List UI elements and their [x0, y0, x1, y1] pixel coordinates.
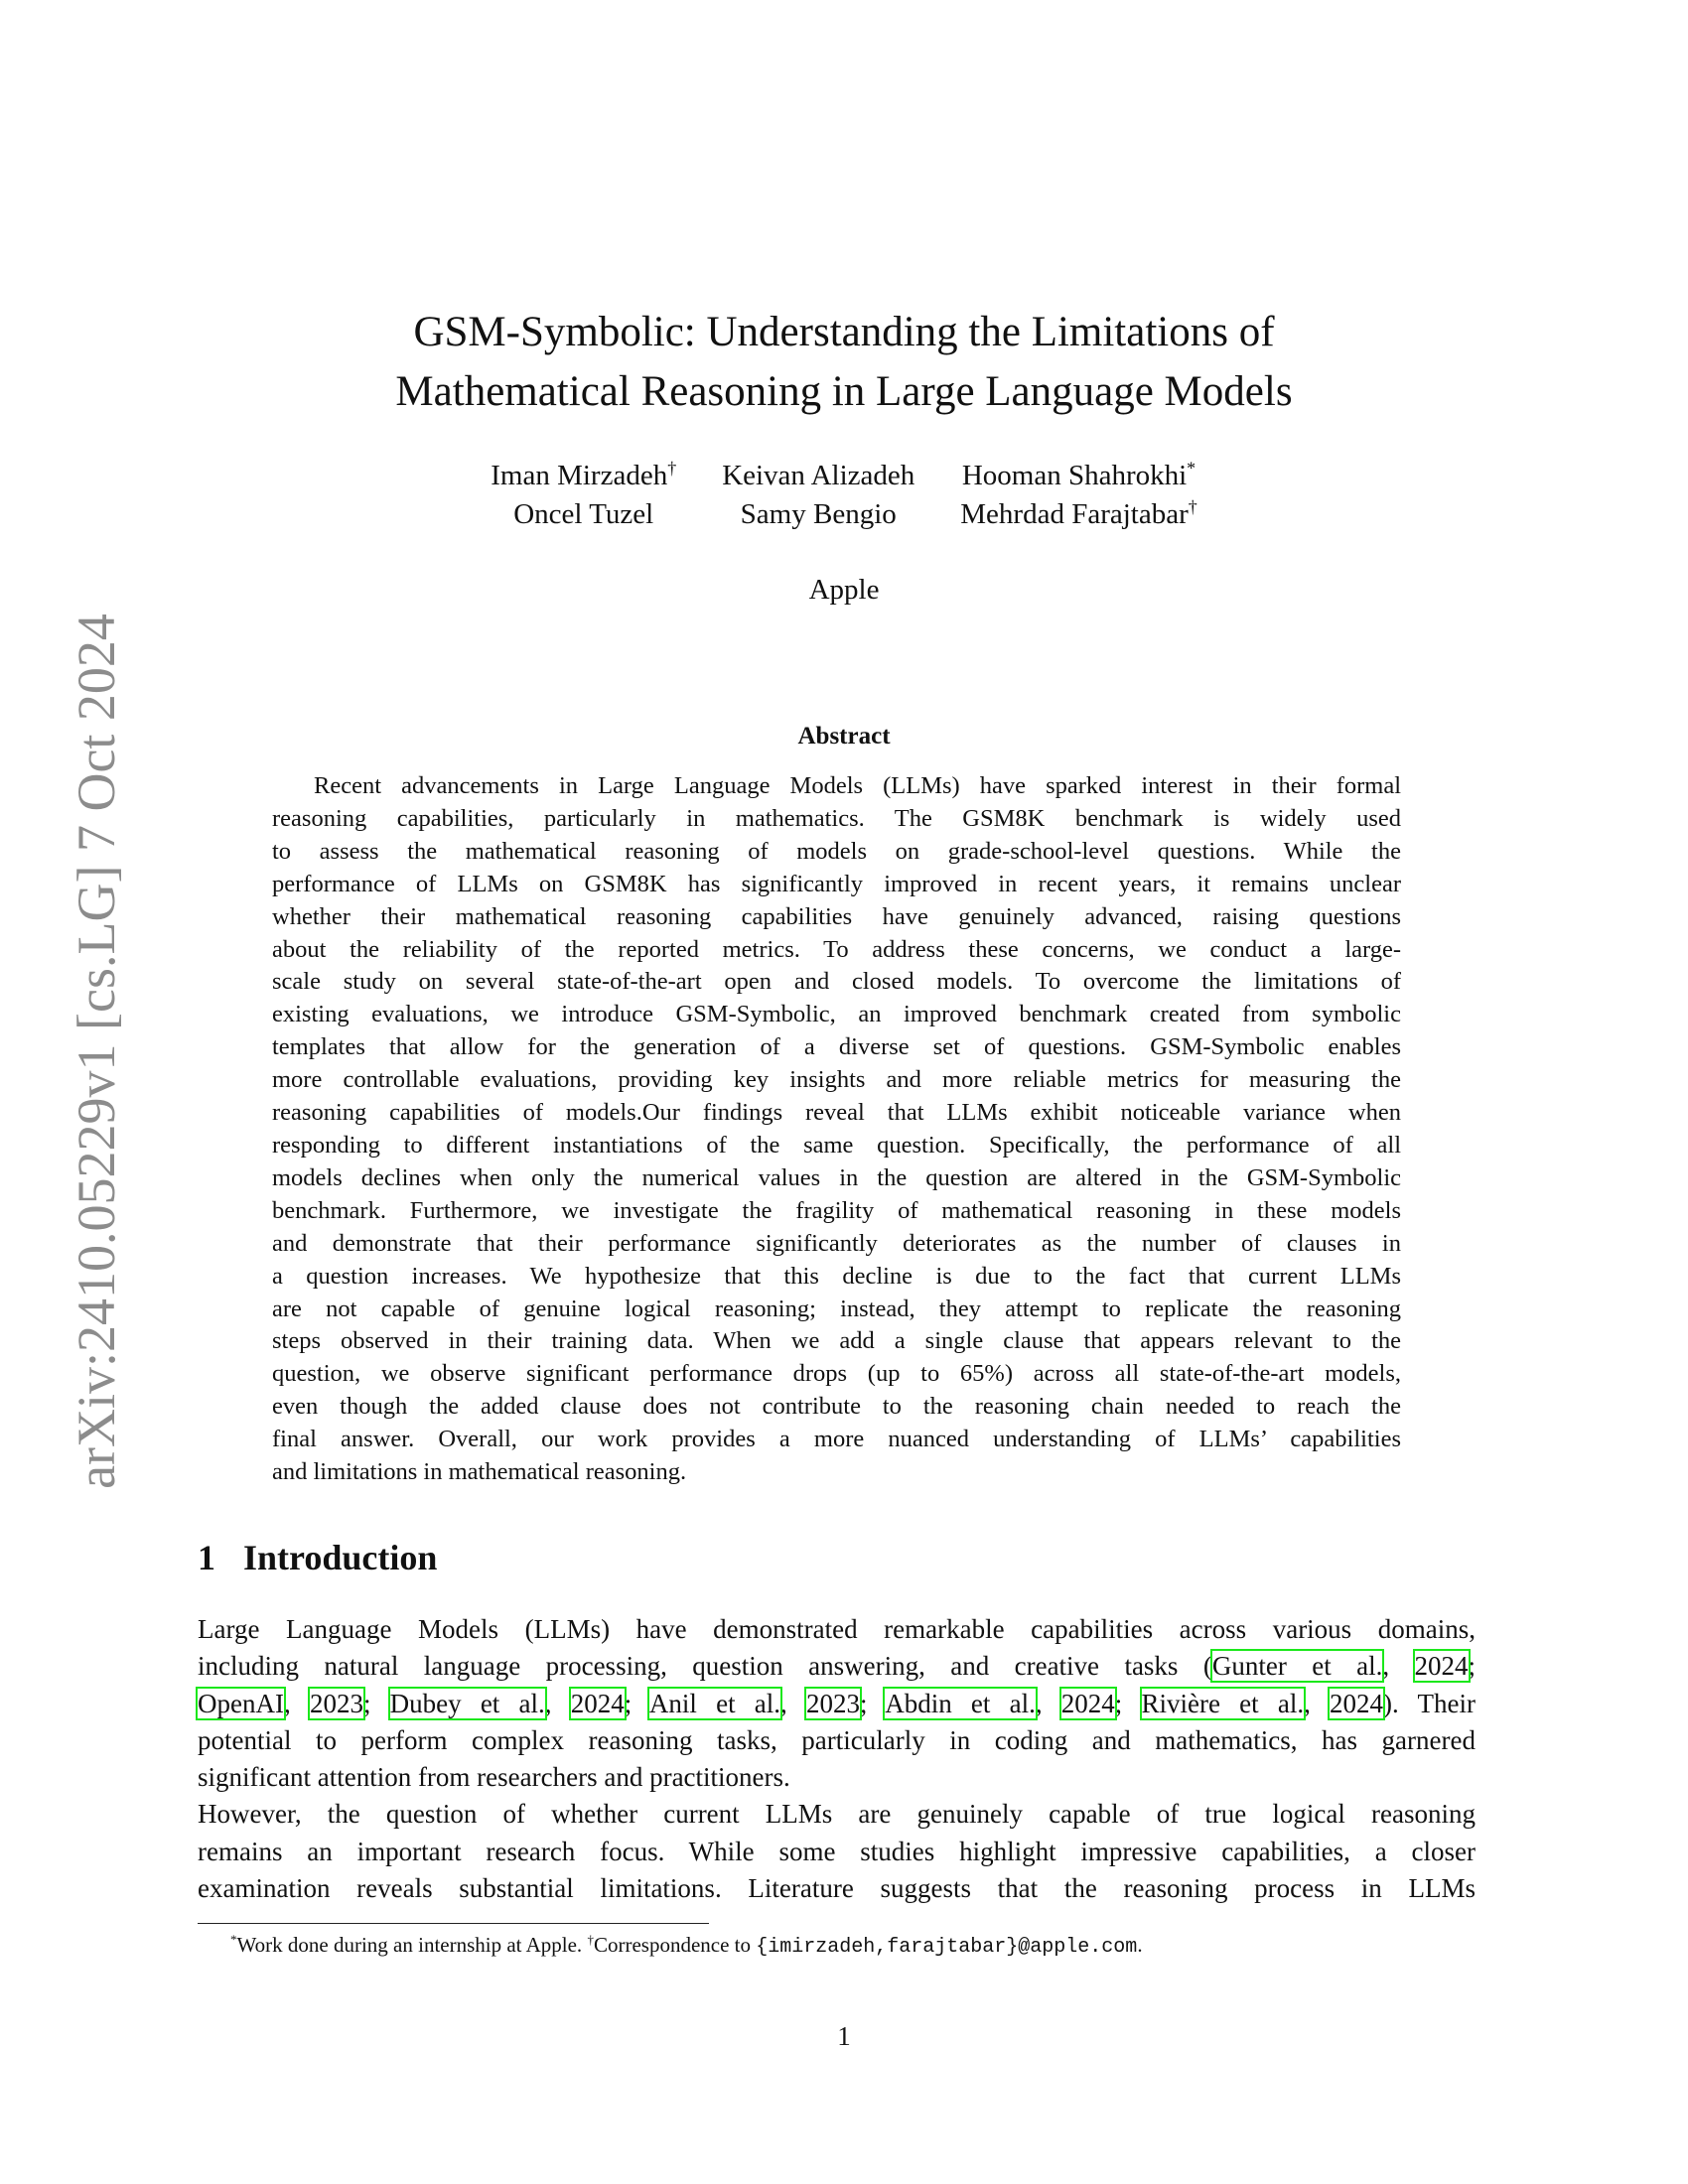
abstract-line: existing evaluations, we introduce GSM-Symbolic, an improved benchmark created from symbolic: [272, 1001, 1401, 1028]
section-number: 1: [198, 1538, 215, 1577]
title-line: GSM-Symbolic: Understanding the Limitations of: [413, 309, 1275, 355]
abstract-line: final answer. Overall, our work provides a more nuanced understanding of LLMs’ capabilities: [272, 1426, 1401, 1453]
abstract-line: responding to different instantiations of the same question. Specifically, the performance of all: [272, 1131, 1401, 1159]
page-number: 1: [837, 2021, 851, 2051]
section-title: Introduction: [243, 1538, 438, 1577]
abstract-line: benchmark. Furthermore, we investigate the fragility of mathematical reasoning in these models: [272, 1196, 1401, 1224]
citation-link[interactable]: Gunter et al.: [1211, 1651, 1383, 1682]
abstract-line: question, we observe significant performance drops (up to 65%) across all state-of-the-art models,: [272, 1360, 1401, 1388]
author: Iman Mirzadeh†: [491, 458, 677, 491]
citation-link[interactable]: 2024: [570, 1688, 625, 1718]
abstract-line: are not capable of genuine logical reasoning; instead, they attempt to replicate the reasoning: [272, 1295, 1401, 1322]
abstract-line: to assess the mathematical reasoning of models on grade-school-level questions. While the: [272, 837, 1401, 865]
citation-link[interactable]: Dubey et al.: [389, 1688, 545, 1718]
text-line: However, the question of whether current LLMs are genuinely capable of true logical reasoning: [198, 1799, 1476, 1830]
section-heading: [198, 1537, 437, 1578]
citation-link[interactable]: Abdin et al.: [885, 1688, 1036, 1718]
text-line: significant attention from researchers and practitioners.: [198, 1762, 790, 1793]
arxiv-stamp: arXiv:2410.05229v1 [cs.LG] 7 Oct 2024: [67, 614, 126, 1489]
citation-link[interactable]: 2024: [1330, 1688, 1384, 1718]
author: Samy Bengio: [740, 498, 897, 530]
abstract-heading: Abstract: [797, 723, 891, 750]
text-line: remains an important research focus. While some studies highlight impressive capabilities, a closer: [198, 1836, 1476, 1866]
citation-link[interactable]: 2023: [309, 1688, 363, 1718]
citation-link[interactable]: Anil et al.: [648, 1688, 781, 1718]
text-line: Large Language Models (LLMs) have demonstrated remarkable capabilities across various domains,: [198, 1614, 1476, 1644]
abstract-body: [272, 770, 1401, 1489]
abstract-line: Recent advancements in Large Language Models (LLMs) have sparked interest in their formal: [314, 772, 1401, 799]
author: Mehrdad Farajtabar†: [960, 496, 1197, 530]
citation-link[interactable]: OpenAI: [198, 1688, 284, 1718]
author-list: [0, 457, 1688, 534]
citation-link[interactable]: 2024: [1060, 1688, 1115, 1718]
abstract-line: templates that allow for the generation of a diverse set of questions. GSM-Symbolic enables: [272, 1033, 1401, 1061]
text-line: including natural language processing, question answering, and creative tasks (Gunter et al., 2024;: [198, 1651, 1477, 1682]
author: Keivan Alizadeh: [722, 460, 915, 491]
email: {imirzadeh,farajtabar}@apple.com: [756, 1936, 1138, 1959]
author-column: [491, 457, 676, 534]
abstract-line: whether their mathematical reasoning capabilities have genuinely advanced, raising questions: [272, 902, 1401, 930]
paper-title: [0, 303, 1688, 422]
introduction-body: [198, 1611, 1476, 1907]
abstract-line: and demonstrate that their performance significantly deteriorates as the number of clauses in: [272, 1229, 1401, 1257]
text-line: potential to perform complex reasoning tasks, particularly in coding and mathematics, has garnered: [198, 1724, 1476, 1755]
abstract-line: scale study on several state-of-the-art open and closed models. To overcome the limitations of: [272, 968, 1401, 996]
footnote-divider: [198, 1923, 709, 1924]
text-line: OpenAI, 2023; Dubey et al., 2024; Anil et al., 2023; Abdin et al., 2024; Rivière et al., 2024). Their: [198, 1688, 1476, 1718]
abstract-line: performance of LLMs on GSM8K has significantly improved in recent years, it remains unclear: [272, 870, 1401, 897]
citation-link[interactable]: Rivière et al.: [1141, 1688, 1305, 1718]
abstract-line: more controllable evaluations, providing key insights and more reliable metrics for measuring the: [272, 1066, 1401, 1094]
citation-link[interactable]: 2024: [1414, 1651, 1469, 1682]
abstract-line: and limitations in mathematical reasoning.: [272, 1458, 687, 1486]
abstract-line: a question increases. We hypothesize that this decline is due to the fact that current LLMs: [272, 1262, 1401, 1290]
abstract-line: reasoning capabilities, particularly in mathematics. The GSM8K benchmark is widely used: [272, 804, 1401, 832]
abstract-line: about the reliability of the reported metrics. To address these concerns, we conduct a large-: [272, 935, 1401, 963]
author: Oncel Tuzel: [513, 498, 654, 530]
footnote: *Work done during an internship at Apple. †Correspondence to {imirzadeh,farajtabar}@apple.com.: [230, 1932, 1143, 1959]
author-column: [960, 457, 1196, 534]
title-line: Mathematical Reasoning in Large Language Models: [395, 368, 1293, 415]
text-line: examination reveals substantial limitations. Literature suggests that the reasoning process in LLMs: [198, 1873, 1476, 1904]
author: Hooman Shahrokhi*: [961, 458, 1196, 491]
abstract-line: even though the added clause does not contribute to the reasoning chain needed to reach the: [272, 1393, 1401, 1421]
abstract-line: steps observed in their training data. When we add a single clause that appears relevant to the: [272, 1327, 1401, 1355]
abstract-line: models declines when only the numerical values in the question are altered in the GSM-Symbolic: [272, 1163, 1401, 1191]
author-column: [722, 457, 914, 534]
abstract-line: reasoning capabilities of models.Our findings reveal that LLMs exhibit noticeable variance when: [272, 1099, 1401, 1127]
affiliation: Apple: [808, 574, 880, 606]
citation-link[interactable]: 2023: [806, 1688, 860, 1718]
